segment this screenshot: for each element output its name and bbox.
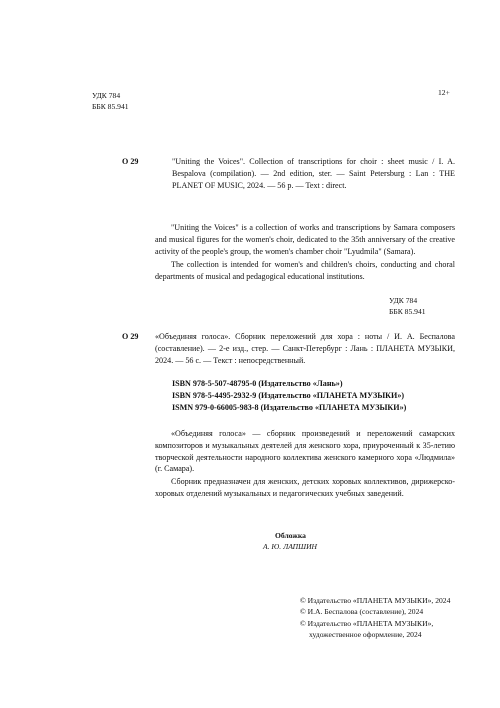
- russian-abstract-1: «Объединяя голоса» — сборник произведений и переложений самарских композиторов и музыкальных деятелей для женского хора, приуроченный к 35-летию творческой деятельности народного коллектива женского камерного хора «Людмила» (г. Самара).: [155, 429, 455, 474]
- cover-author: А. Ю. ЛАПШИН: [263, 542, 318, 551]
- cover-label: Обложка: [275, 531, 306, 540]
- header-udk: УДК 784: [92, 91, 121, 100]
- english-bbk: ББК 85.941: [389, 307, 426, 316]
- copyright-block: [300, 595, 450, 641]
- isbn-planet: ISBN 978-5-4495-2932-9 (Издательство «ПЛАНЕТА МУЗЫКИ»): [172, 390, 405, 400]
- english-abstract-2: The collection is intended for women's and children's choirs, conducting and choral departments of musical and pedagogical educational institutions.: [155, 260, 455, 281]
- age-rating: 12+: [438, 88, 450, 97]
- russian-bibliographic-entry: «Объединяя голоса». Сборник переложений для хора : ноты / И. А. Беспалова (составление). — 2-е изд., стер. — Санкт-Петербург : Лань : ПЛАНЕТА МУЗЫКИ, 2024. — 56 с. — Текст : непосредственный.: [155, 332, 455, 365]
- header-bbk: ББК 85.941: [92, 102, 129, 111]
- english-udk: УДК 784: [389, 296, 418, 305]
- ismn-planet: ISMN 979-0-66005-983-8 (Издательство «ПЛАНЕТА МУЗЫКИ»): [172, 402, 407, 412]
- isbn-lan: ISBN 978-5-507-48795-0 (Издательство «Лань»): [172, 379, 343, 388]
- english-bibliographic-entry: "Uniting the Voices". Collection of transcriptions for choir : sheet music / I. A. Bespalova (compilation). — 2nd edition, ster. — Saint Petersburg : Lan : THE PLANET OF MUSIC, 2024. — 56 p. — Text : direct.: [172, 157, 455, 190]
- copyright-compiler: © И.А. Беспалова (составление), 2024: [300, 607, 424, 617]
- copyright-design: художественное оформление, 2024: [309, 630, 422, 640]
- english-abstract-1: "Uniting the Voices" is a collection of works and transcriptions by Samara composers and musical figures for the women's choir, dedicated to the 35th anniversary of the creative activity of the people's group, the women's chamber choir "Lyudmila" (Samara).: [155, 223, 455, 256]
- copyright-publisher: © Издательство «ПЛАНЕТА МУЗЫКИ», 2024: [300, 596, 451, 605]
- english-catalog-code: O 29: [122, 157, 139, 166]
- russian-abstract-2: Сборник предназначен для женских, детских хоровых коллективов, дирижерско-хоровых отделений музыкальных и педагогических учебных заведений.: [155, 477, 455, 498]
- russian-catalog-code: О 29: [122, 332, 139, 341]
- isbn-list: [172, 378, 406, 413]
- copyright-design-publisher: © Издательство «ПЛАНЕТА МУЗЫКИ»,: [300, 618, 434, 628]
